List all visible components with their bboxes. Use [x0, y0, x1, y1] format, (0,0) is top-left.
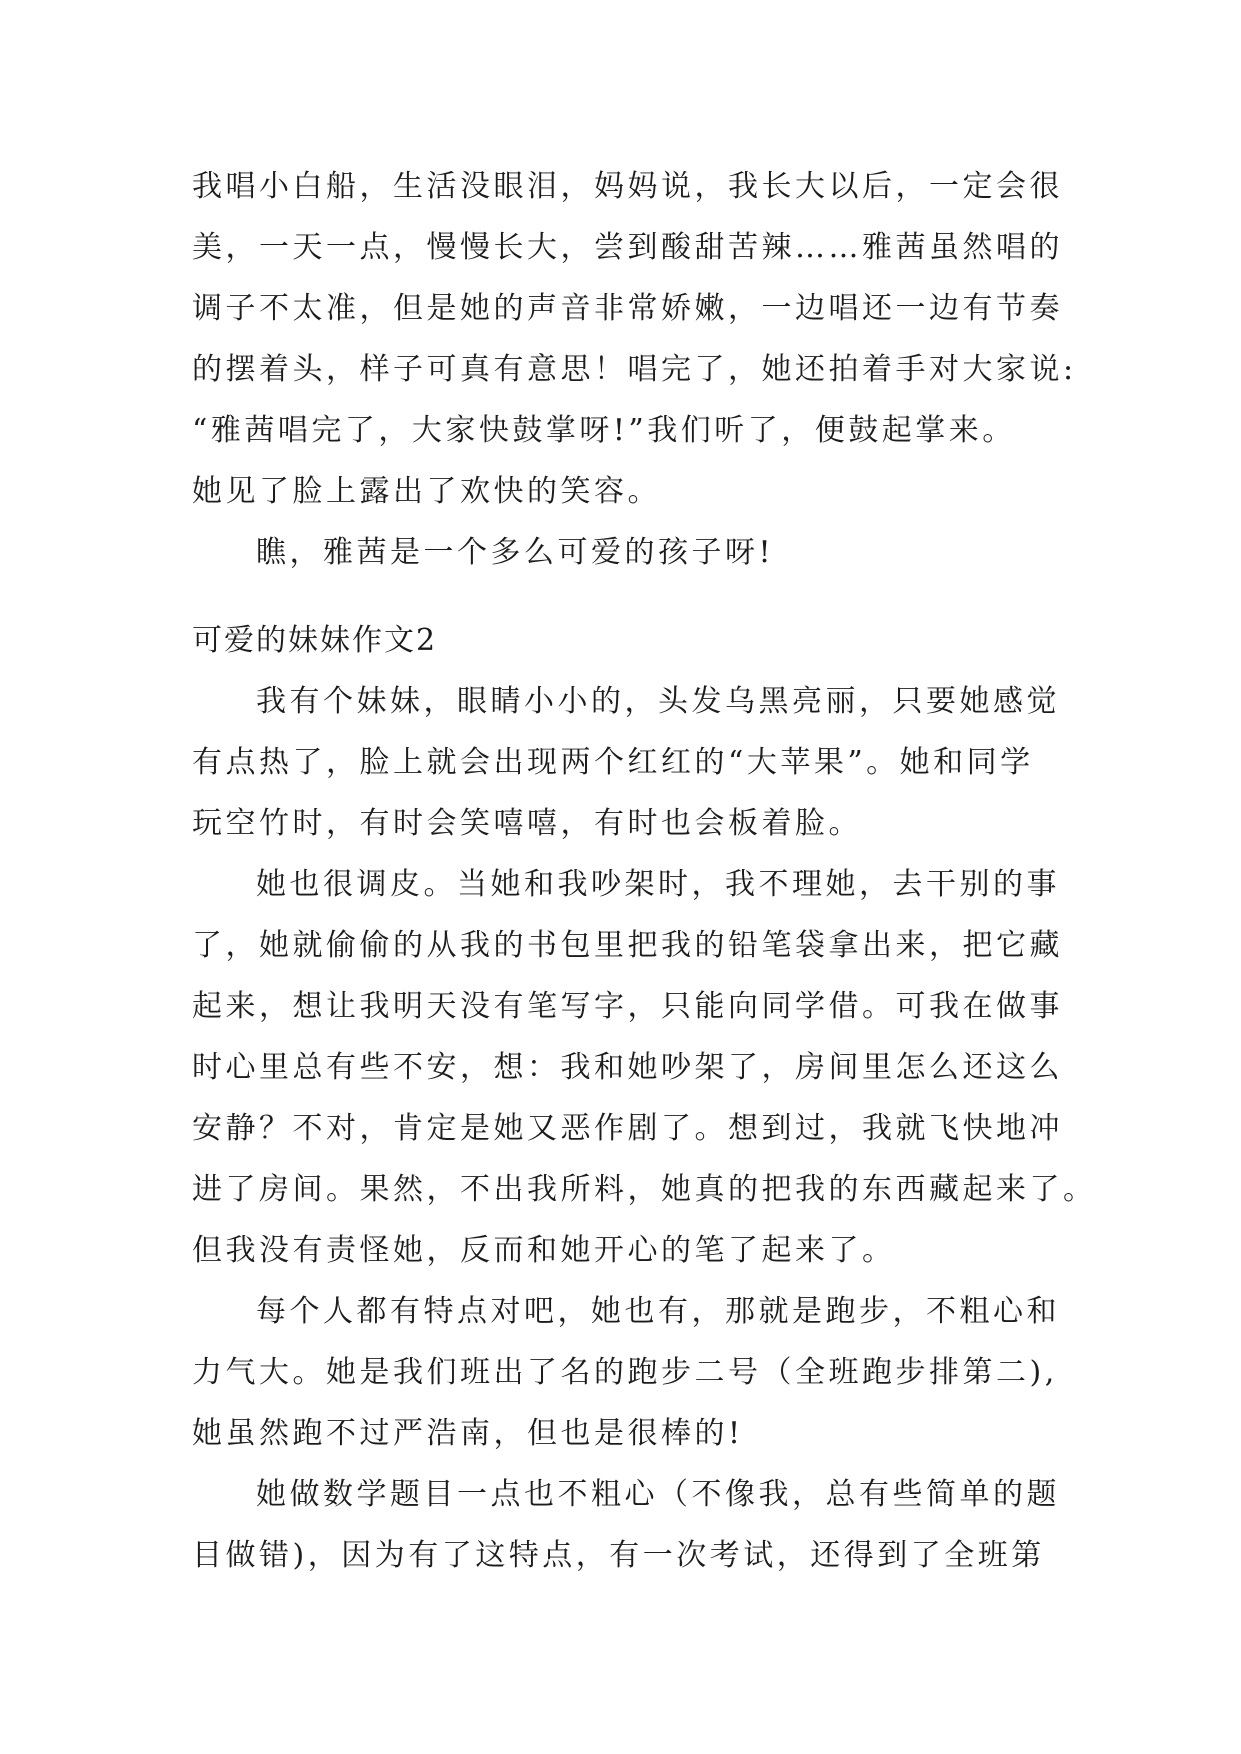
- text-line: 的摆着头，样子可真有意思！唱完了，她还拍着手对大家说:: [192, 352, 1077, 387]
- text-line: 她也很调皮。当她和我吵架时，我不理她，去干别的事: [256, 867, 1060, 902]
- text-line: 每个人都有特点对吧，她也有，那就是跑步，不粗心和: [256, 1294, 1060, 1329]
- text-line: 瞧，雅茜是一个多么可爱的孩子呀!: [256, 535, 775, 570]
- text-line: 时心里总有些不安，想：我和她吵架了，房间里怎么还这么: [192, 1050, 1063, 1085]
- text-line: 力气大。她是我们班出了名的跑步二号（全班跑步排第二),: [192, 1355, 1058, 1390]
- text-line: 进了房间。果然，不出我所料，她真的把我的东西藏起来了。: [192, 1172, 1097, 1207]
- text-line: 有点热了，脸上就会出现两个红红的“大苹果”。她和同学: [192, 745, 1034, 780]
- text-line: 安静？不对，肯定是她又恶作剧了。想到过，我就飞快地冲: [192, 1111, 1063, 1146]
- text-line: 了，她就偷偷的从我的书包里把我的铅笔袋拿出来，把它藏: [192, 928, 1063, 963]
- text-line: 起来，想让我明天没有笔写字，只能向同学借。可我在做事: [192, 989, 1063, 1024]
- text-line: 目做错)，因为有了这特点，有一次考试，还得到了全班第: [192, 1538, 1045, 1573]
- text-line: 美，一天一点，慢慢长大，尝到酸甜苦辣……雅茜虽然唱的: [192, 230, 1063, 265]
- text-line: 但我没有责怪她，反而和她开心的笔了起来了。: [192, 1233, 896, 1268]
- document-page: [192, 0, 1097, 1754]
- section-title: 可爱的妹妹作文2: [192, 623, 438, 658]
- text-line: 调子不太准，但是她的声音非常娇嫩，一边唱还一边有节奏: [192, 291, 1063, 326]
- text-line: “雅茜唱完了，大家快鼓掌呀!”我们听了，便鼓起掌来。: [192, 413, 1016, 448]
- text-line: 我有个妹妹，眼睛小小的，头发乌黑亮丽，只要她感觉: [256, 684, 1060, 719]
- text-line: 她见了脸上露出了欢快的笑容。: [192, 474, 661, 509]
- text-line: 她做数学题目一点也不粗心（不像我，总有些简单的题: [256, 1477, 1060, 1512]
- text-line: 我唱小白船，生活没眼泪，妈妈说，我长大以后，一定会很: [192, 169, 1063, 204]
- text-line: 她虽然跑不过严浩南，但也是很棒的!: [192, 1416, 744, 1451]
- text-line: 玩空竹时，有时会笑嘻嘻，有时也会板着脸。: [192, 806, 862, 841]
